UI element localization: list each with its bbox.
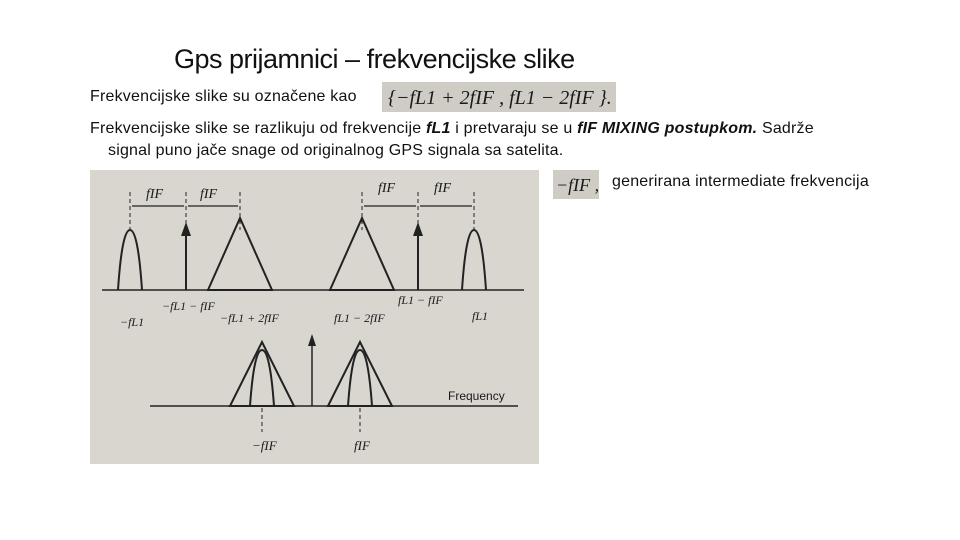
axis-label-3: fL1 − 2fIF bbox=[334, 311, 385, 325]
bottom-label-1: −fIF bbox=[252, 438, 277, 453]
text-line-2-fif: fIF MIXING postupkom. bbox=[577, 120, 758, 137]
text-line-2 bbox=[90, 120, 814, 138]
text-line-2-mid: i pretvaraju se u bbox=[450, 120, 578, 137]
formula-text: {−fL1 + 2fIF , fL1 − 2fIF }. bbox=[388, 87, 612, 109]
top-label-4: fIF bbox=[434, 181, 452, 196]
formula-drawing bbox=[382, 82, 616, 112]
guide-lines bbox=[130, 192, 474, 230]
axis-label-2: −fL1 + 2fIF bbox=[220, 311, 279, 325]
frequency-label: Frequency bbox=[448, 389, 505, 403]
formula2-drawing bbox=[553, 170, 599, 199]
peak-left bbox=[118, 230, 142, 290]
text-line-2-prefix: Frekvencijske slike se razlikuju od frekvencije bbox=[90, 120, 426, 137]
text-line-2-suffix: Sadrže bbox=[757, 120, 814, 137]
text-line-3: signal puno jače snage od originalnog GPS signala sa satelita. bbox=[108, 142, 564, 159]
top-label-1: fIF bbox=[146, 187, 164, 202]
formula-image-frequency-set bbox=[382, 82, 616, 112]
arrow-right-head bbox=[413, 222, 423, 236]
bottom-guide-lines bbox=[262, 408, 360, 432]
top-label-3: fIF bbox=[378, 181, 396, 196]
axis-label-4: fL1 − fIF bbox=[398, 293, 443, 307]
formula2-text: −fIF , bbox=[556, 175, 599, 195]
bottom-label-2: fIF bbox=[354, 438, 370, 453]
axis-label-1: −fL1 − fIF bbox=[162, 299, 215, 313]
frequency-image-figure bbox=[90, 170, 539, 464]
edge-label-left: −fL1 bbox=[120, 315, 145, 329]
peak-right bbox=[462, 230, 486, 290]
arrow-left-head bbox=[181, 222, 191, 236]
slide-title: Gps prijamnici – frekvencijske slike bbox=[174, 44, 575, 74]
bottom-triangle-left bbox=[230, 342, 294, 406]
text-line-1-label: Frekvencijske slike su označene kao bbox=[90, 88, 357, 105]
bottom-triangle-right bbox=[328, 342, 392, 406]
text-line-2-fl1: fL1 bbox=[425, 120, 451, 137]
top-label-2: fIF bbox=[200, 187, 218, 202]
vertical-axis-head bbox=[308, 334, 316, 346]
text-line-4: generirana intermediate frekvencija bbox=[612, 173, 869, 190]
figure-drawing bbox=[90, 170, 539, 464]
text-line-1 bbox=[90, 88, 357, 106]
edge-label-right: fL1 bbox=[472, 309, 489, 323]
formula-image-fif bbox=[553, 170, 599, 199]
